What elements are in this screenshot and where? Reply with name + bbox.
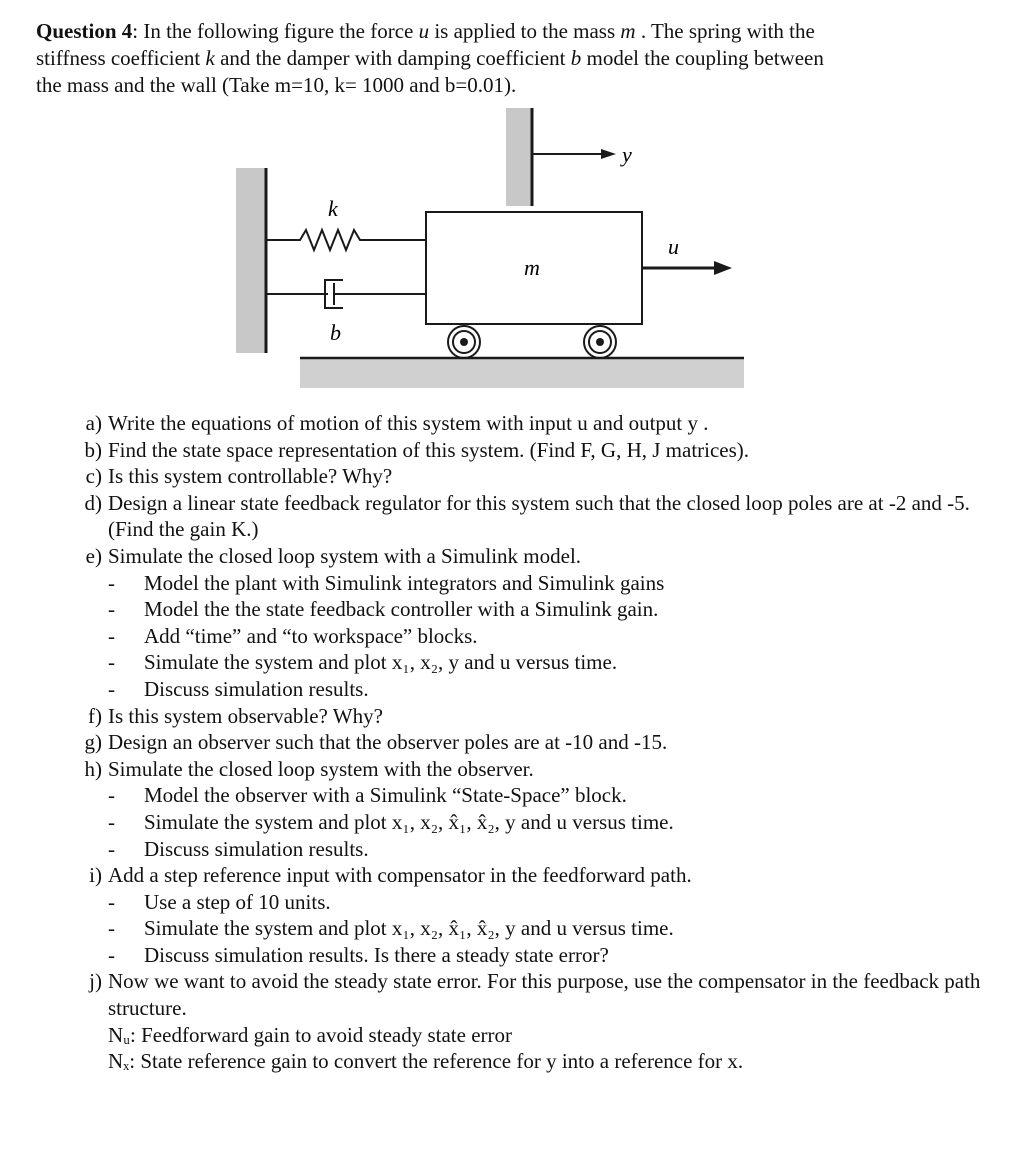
note-nu: Nᵤ: Feedforward gain to avoid steady state error	[108, 1022, 512, 1047]
sub-item: - Use a step of 10 units.	[108, 889, 331, 914]
list-item: i) Add a step reference input with compensator in the feedforward path.	[89, 863, 692, 888]
label-m: m	[524, 255, 540, 280]
list-item: e) Simulate the closed loop system with a Simulink model.	[85, 543, 582, 568]
sub-item: - Discuss simulation results.	[108, 676, 369, 701]
wheel-left	[448, 326, 480, 358]
list-item: f) Is this system observable? Why?	[88, 703, 383, 728]
sub-item: - Discuss simulation results.	[108, 836, 369, 861]
ground	[300, 358, 744, 388]
sub-item: - Model the plant with Simulink integrators and Simulink gains	[108, 570, 665, 595]
sub-item: - Model the observer with a Simulink “State-Space” block.	[108, 783, 627, 808]
list-item: h) Simulate the closed loop system with the observer.	[84, 756, 534, 781]
sub-item: - Model the the state feedback controller with a Simulink gain.	[108, 597, 659, 622]
list-item: c) Is this system controllable? Why?	[85, 464, 393, 489]
spring	[266, 230, 426, 250]
sub-item: - Add “time” and “to workspace” blocks.	[108, 623, 478, 648]
intro-line-1: Question 4: In the following figure the force u is applied to the mass m . The spring with the	[36, 19, 815, 43]
u-arrow-head	[714, 261, 732, 275]
top-wall	[506, 108, 532, 206]
note-nx: Nₓ: State reference gain to convert the reference for y into a reference for x.	[108, 1049, 744, 1074]
list-item: j) Now we want to avoid the steady state error. For this purpose, use the compensator in the feedback path structure.	[89, 969, 981, 1021]
list-item: a) Write the equations of motion of this system with input u and output y .	[85, 411, 709, 435]
question-intro	[36, 18, 996, 99]
y-arrow-head	[601, 149, 616, 159]
sub-item: - Simulate the system and plot x₁, x₂, x̂₁, x̂₂, y and u versus time.	[108, 916, 674, 941]
intro-line-3: the mass and the wall (Take m=10, k= 1000 and b=0.01).	[36, 73, 517, 97]
sub-item: - Simulate the system and plot x₁, x₂, x̂₁, x̂₂, y and u versus time.	[108, 809, 674, 834]
left-wall	[236, 168, 266, 353]
question-title: Question 4	[36, 19, 133, 43]
mass-spring-damper-figure	[228, 108, 748, 393]
question-list	[68, 410, 1008, 1075]
list-item: g) Design an observer such that the observer poles are at -10 and -15.	[84, 730, 668, 755]
label-y: y	[622, 142, 632, 167]
label-u: u	[668, 234, 679, 259]
intro-line-2: stiffness coefficient k and the damper with damping coefficient b model the coupling between	[36, 46, 824, 70]
sub-item: - Discuss simulation results. Is there a steady state error?	[108, 942, 609, 967]
wheel-right	[584, 326, 616, 358]
label-k: k	[328, 196, 338, 221]
list-item: d) Design a linear state feedback regulator for this system such that the closed loop poles are at -2 and -5. (Find the gain K.)	[84, 490, 970, 542]
sub-item: - Simulate the system and plot x₁, x₂, y and u versus time.	[108, 650, 618, 675]
label-b: b	[330, 320, 341, 345]
list-item: b) Find the state space representation of this system. (Find F, G, H, J matrices).	[84, 437, 750, 462]
